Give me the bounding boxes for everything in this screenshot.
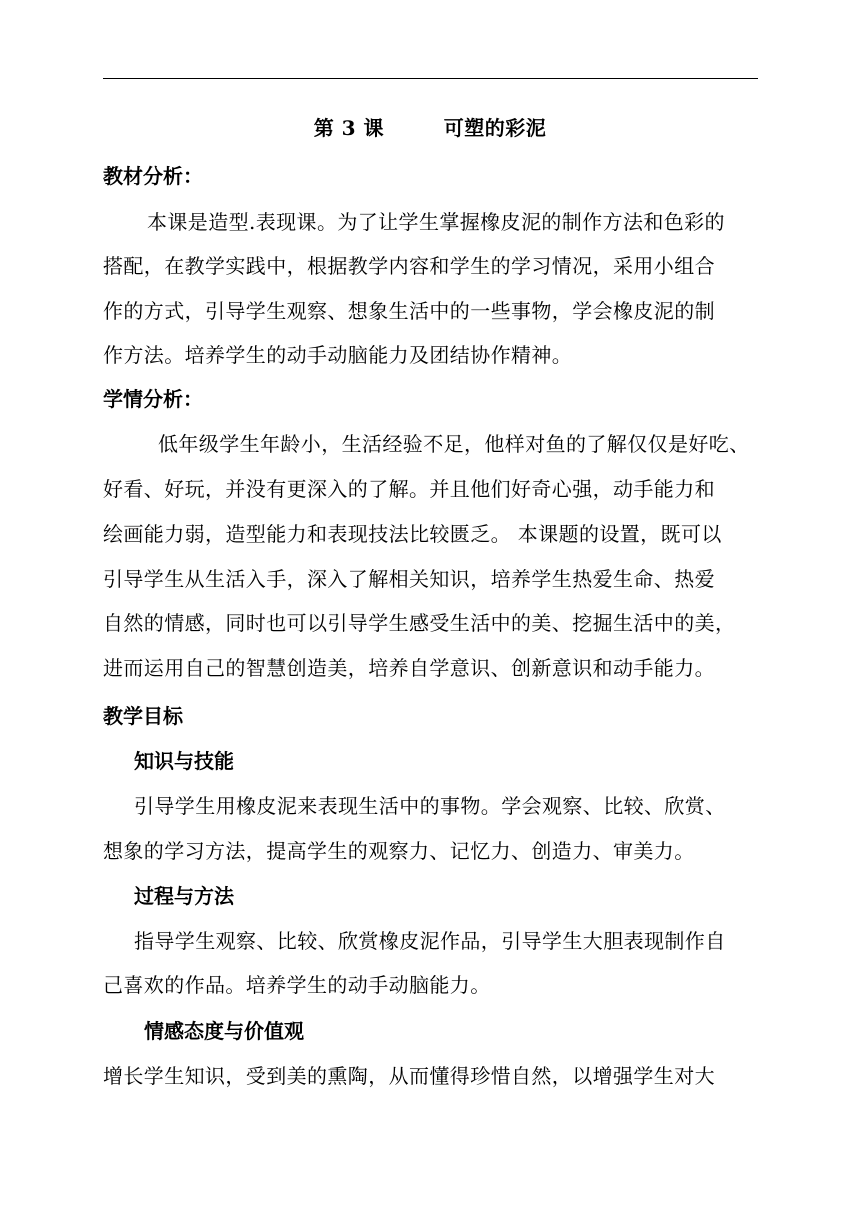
student-analysis-line-6: 进而运用自己的智慧创造美，培养自学意识、创新意识和动手能力。	[103, 656, 715, 680]
knowledge-skills-line-2: 想象的学习方法，提高学生的观察力、记忆力、创造力、审美力。	[103, 839, 695, 863]
student-analysis-line-5: 自然的情感，同时也可以引导学生感受生活中的美、挖掘生活中的美，	[103, 611, 736, 635]
teaching-material-line-2: 搭配，在教学实践中，根据教学内容和学生的学习情况，采用小组合	[103, 254, 715, 278]
objectives-heading: 教学目标	[103, 704, 183, 728]
emotion-values-heading: 情感态度与价值观	[144, 1019, 304, 1043]
process-method-line-1: 指导学生观察、比较、欣赏橡皮泥作品，引导学生大胆表现制作自	[134, 929, 726, 953]
teaching-material-line-3: 作的方式，引导学生观察、想象生活中的一些事物，学会橡皮泥的制	[103, 299, 715, 323]
lesson-title: 第 3 课 可塑的彩泥	[313, 116, 547, 140]
student-analysis-line-2: 好看、好玩，并没有更深入的了解。并且他们好奇心强，动手能力和	[103, 477, 715, 501]
student-analysis-heading: 学情分析：	[103, 387, 203, 411]
knowledge-skills-line-1: 引导学生用橡皮泥来表现生活中的事物。学会观察、比较、欣赏、	[134, 794, 726, 818]
process-method-heading: 过程与方法	[134, 884, 234, 908]
process-method-line-2: 己喜欢的作品。培养学生的动手动脑能力。	[103, 973, 491, 997]
student-analysis-line-3: 绘画能力弱，造型能力和表现技法比较匮乏。 本课题的设置，既可以	[103, 522, 722, 546]
header-rule	[103, 78, 758, 79]
knowledge-skills-heading: 知识与技能	[134, 749, 234, 773]
student-analysis-line-1: 低年级学生年龄小，生活经验不足，他样对鱼的了解仅仅是好吃、	[158, 432, 750, 456]
teaching-material-heading: 教材分析：	[103, 164, 203, 188]
teaching-material-line-1: 本课是造型.表现课。为了让学生掌握橡皮泥的制作方法和色彩的	[147, 210, 725, 234]
student-analysis-line-4: 引导学生从生活入手，深入了解相关知识，培养学生热爱生命、热爱	[103, 567, 715, 591]
teaching-material-line-4: 作方法。培养学生的动手动脑能力及团结协作精神。	[103, 343, 573, 367]
emotion-values-line-1: 增长学生知识，受到美的熏陶，从而懂得珍惜自然，以增强学生对大	[103, 1064, 715, 1088]
